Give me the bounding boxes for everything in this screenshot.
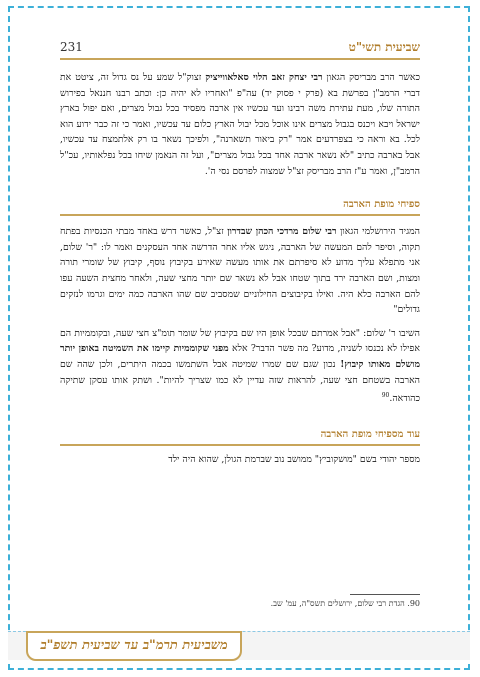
footer-tab: משביעית תרמ"ב עד שביעית תשפ"ב [26,631,242,661]
section2-paragraph-1: מספר יהודי בשם "מושקוביץ" ממושב נוב שברמת הגולן, שהוא היה ילד [168,453,420,465]
intro-name: רבי יצחק זאב הלוי סאלאווייציק [205,72,323,83]
section1-paragraph-1 [60,224,420,318]
s1p1-text-2: זצ"ל, כאשר דרש באחד מבתי הכנסיות בפתח תקוה, וסיפר להם המעשה של הארבה, ניגש אליו אחר הדרשה אחד העסקנים ואמר לו: "ר' שלום, אני מתפלא עליך מדוע לא סיפרתם את אותו מעשה שאירע בקיבוץ נוסף, קיבוץ של שומרי תורה ומצות, ושם הארבה ירד בתוך שטחו אבל לא נשאר שם יותר מחצי שעה, ולאחר מחצית השעה עפו להם הארבה כלא היה. ואילו בקיבוצים החילוניים שמסביב שם שהו הארבה כמה ימים וגרמו לנזקים גדולים" [60,226,420,316]
s1p2-bold: מפני שקוממיות קיימו את השמיטה באופן יותר מושלם מאותו קיבוץ! [60,343,421,370]
intro-text-2: זצוק"ל שמע על נס גדול זה, ציטט את דברי הרמב"ן בפרשת בא (פרק י פסוק יד) עה"פ "ואחריו לא יהיה כן: וכתב רבנו חננאל בפירוש התורה שלו, מעת עתירת משה רבינו ועד עכשיו אין ארבה מפסיד בכל גבול מצרים, ואם יפול בארץ ישראל ויבא ויכנס בגבול מצרים אינו אוכל מכל יבול הארץ כלום עד עכשיו, ואמר כי זה כבר ידוע הוא לכל. בא וראה כי בצפרדעים אמר "רק ביאור תשארנה", ולפיכך נשאר בו רק אלתמצח עד עכשיו, אבל בארבה כתיב "לא נשאר ארבה אחד בכל גבול מצרים", ועל זה הנאמן שיחו בכל נפלאותיו, עכ"ל הרמב"ן, ואמר ע"ז הרב מבריסק זצ"ל שמצוה לפרסם נסי ה'. [60,72,420,177]
intro-text-1: כאשר הרב מבריסק הגאון [322,72,421,83]
s1p2-text-2: נכון שגם שם שמרו שמיטה אבל השתמשו בכמה היתרים, ולכן שהה שם הארבה בשטחם חצי שעה, להראות שזה עדיין לא כמו שצריך להיות". ושתק אותו עסקן שתיקה כהודאה. [60,358,420,405]
section1-paragraph-2 [60,326,420,407]
s1p2-text-1: השיבו ר' שלום: "אבל אמרתם שבכל אופן היו שם בקיבוץ של שומר תומ"צ חצי שעה, ובקוממיות הם אפילו לא נכנסו לשניה, מדוע? מה פשר הדבר? אלא [60,327,420,355]
page-body [60,48,420,467]
section-heading-2: עוד מספיחי מופת הארבה [60,429,420,446]
running-title: שביעית תשי"ט [348,40,420,54]
footnote-text: 90. הגדת רבי שלום, ירושלים תשס"ה, עמ' שב. [270,599,420,608]
footnote-divider [350,594,420,595]
s1p1-name: רבי שלום מרדכי הכהן שבדרון [227,226,337,238]
footnote-mark: 90 [381,392,390,400]
section-heading-1: ספיחי מופת הארבה [60,199,420,216]
intro-paragraph [60,70,420,179]
s1p1-text-1: המגיד הירושלמי הגאון [336,226,420,238]
page-number: 231 [60,40,83,54]
